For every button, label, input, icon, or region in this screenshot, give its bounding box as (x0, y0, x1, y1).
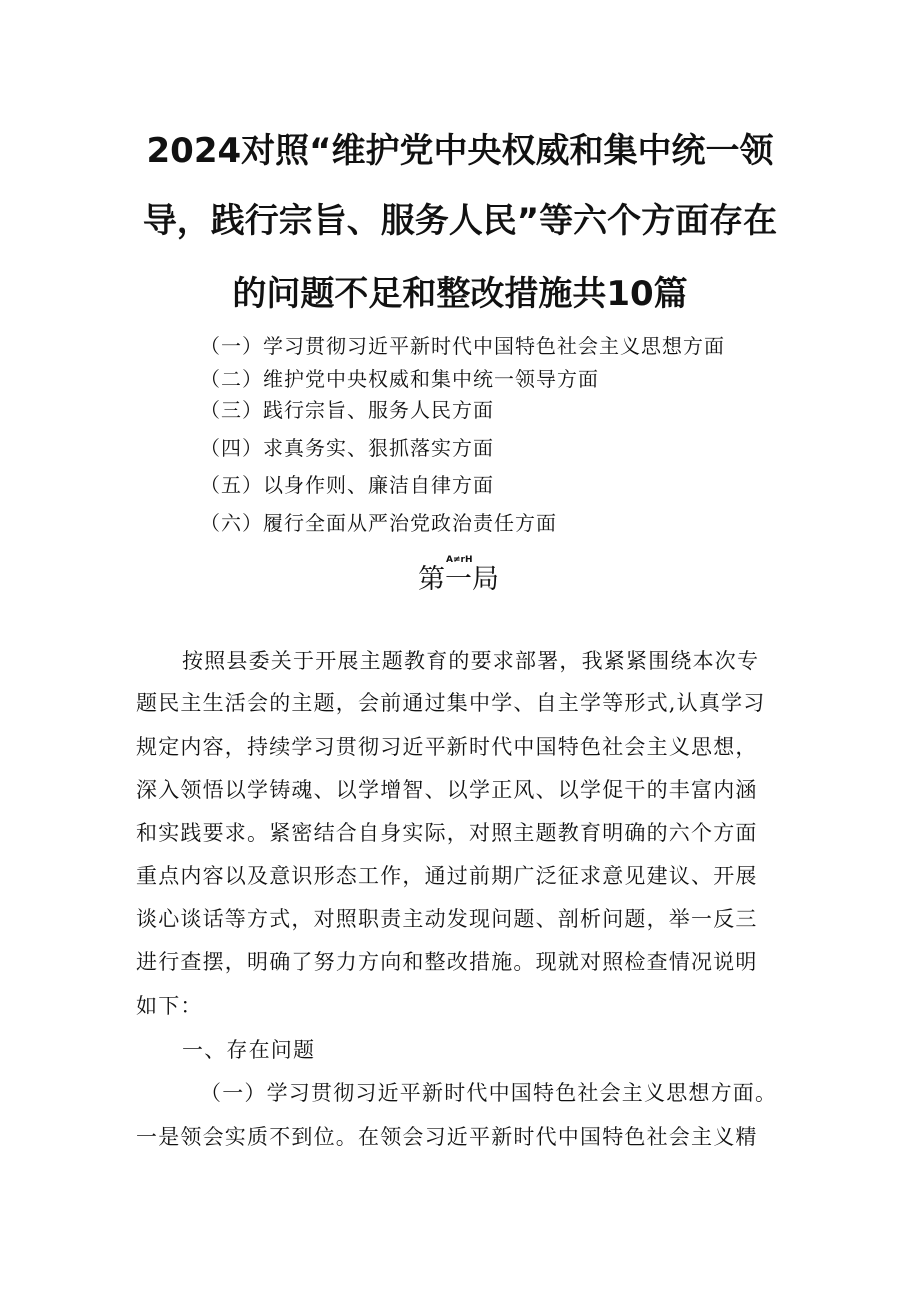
body-line-2: 题民主生活会的主题，会前通过集中学、自主学等形式,认真学习 (136, 691, 766, 715)
body-line-4: 深入领悟以学铸魂、以学增智、以学正风、以学促干的丰富内涵 (136, 778, 758, 802)
document-title-line-1: 2024对照“维护党中央权威和集中统一领 (146, 131, 774, 171)
toc-item-3: （三）践行宗旨、服务人民方面 (200, 398, 494, 422)
section-subheading: 一、存在问题 (182, 1038, 316, 1062)
body-line-3: 规定内容，持续学习贯彻习近平新时代中国特色社会主义思想， (136, 735, 758, 759)
document-title-line-2: 导，践行宗旨、服务人民”等六个方面存在 (142, 201, 778, 241)
section-heading: 第一局 (418, 564, 499, 595)
toc-item-1: （一）学习贯彻习近平新时代中国特色社会主义思想方面 (200, 334, 725, 358)
body-line-9: 如下： (136, 994, 203, 1018)
body-line-5: 和实践要求。紧密结合自身实际，对照主题教育明确的六个方面 (136, 821, 758, 845)
body-line-12: 一是领会实质不到位。在领会习近平新时代中国特色社会主义精 (136, 1125, 758, 1149)
body-line-11: （一）学习贯彻习近平新时代中国特色社会主义思想方面。 (200, 1081, 778, 1105)
toc-item-6: （六）履行全面从严治党政治责任方面 (200, 511, 557, 535)
toc-item-5: （五）以身作则、廉洁自律方面 (200, 473, 494, 497)
body-line-1: 按照县委关于开展主题教育的要求部署，我紧紧围绕本次专 (182, 649, 760, 673)
document-title-line-3: 的问题不足和整改措施共10篇 (232, 274, 688, 314)
toc-item-2: （二）维护党中央权威和集中统一领导方面 (200, 367, 599, 391)
body-line-8: 进行查摆，明确了努力方向和整改措施。现就对照检查情况说明 (136, 950, 758, 974)
body-line-7: 谈心谈话等方式，对照职责主动发现问题、剖析问题，举一反三 (136, 907, 758, 931)
toc-item-4: （四）求真务实、狠抓落实方面 (200, 436, 494, 460)
section-heading-superscript: A≠rH (446, 555, 473, 565)
body-line-6: 重点内容以及意识形态工作，通过前期广泛征求意见建议、开展 (136, 864, 758, 888)
